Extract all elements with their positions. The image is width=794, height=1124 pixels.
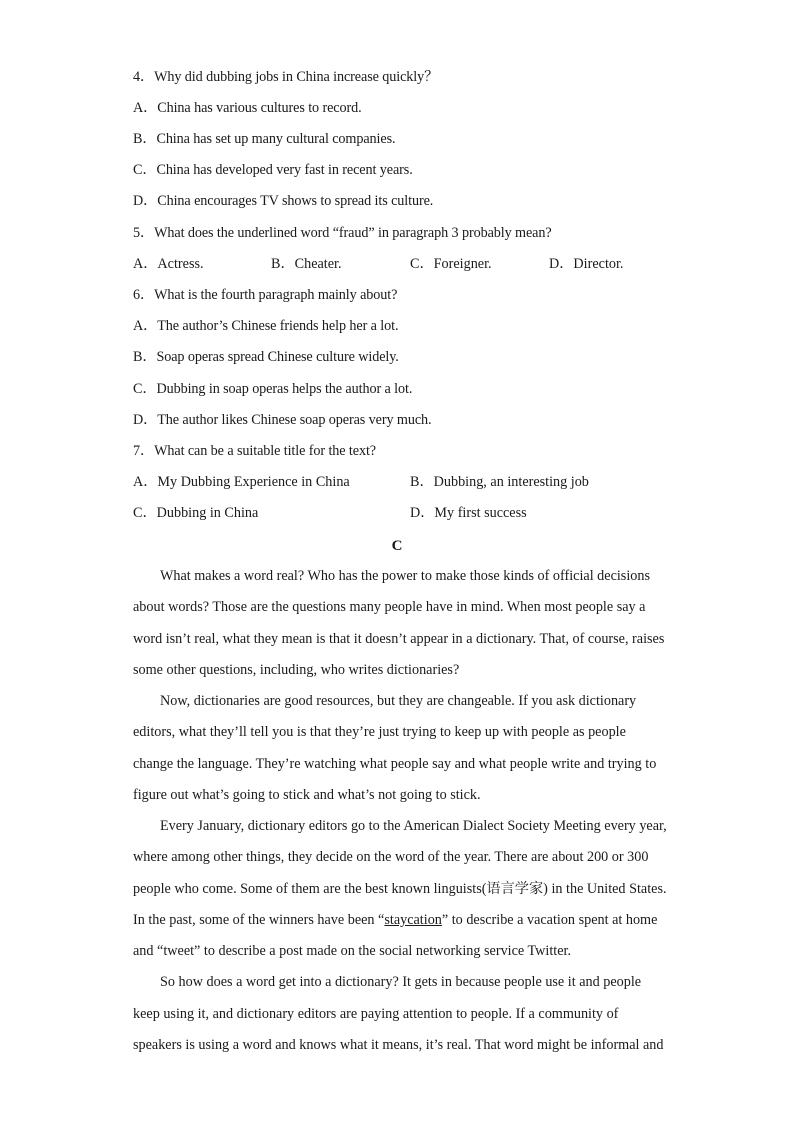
question-5-stem: 5．What does the underlined word “fraud” in paragraph 3 probably mean? bbox=[133, 225, 552, 241]
paragraph-1-line-2: about words? Those are the questions many people have in mind. When most people say a bbox=[133, 599, 646, 615]
question-4-option-d: D．China encourages TV shows to spread its culture. bbox=[133, 193, 434, 209]
question-4-stem: 4．Why did dubbing jobs in China increase quickly？ bbox=[133, 69, 439, 85]
question-6-option-a: A．The author’s Chinese friends help her a lot. bbox=[133, 318, 399, 334]
paragraph-3-line-3: people who come. Some of them are the best known linguists(语言学家) in the United States. bbox=[133, 881, 667, 897]
question-7-option-c: C．Dubbing in China bbox=[133, 505, 259, 521]
paragraph-3-line-4-post: ” to describe a vacation spent at home bbox=[441, 912, 658, 928]
paragraph-3-line-1: Every January, dictionary editors go to the American Dialect Society Meeting every year, bbox=[160, 818, 667, 834]
question-7-option-b: B．Dubbing, an interesting job bbox=[410, 474, 589, 490]
question-4-option-a: A．China has various cultures to record. bbox=[133, 100, 362, 116]
question-7-option-d: D．My first success bbox=[410, 505, 527, 521]
question-4-option-b: B．China has set up many cultural companies. bbox=[133, 131, 396, 147]
question-6-stem: 6．What is the fourth paragraph mainly about? bbox=[133, 287, 398, 303]
paragraph-4-line-2: keep using it, and dictionary editors are paying attention to people. If a community of bbox=[133, 1006, 619, 1022]
underlined-word-staycation: staycation bbox=[384, 912, 442, 928]
paragraph-2-line-3: change the language. They’re watching what people say and what people write and trying to bbox=[133, 756, 657, 772]
paragraph-2-line-4: figure out what’s going to stick and what’s not going to stick. bbox=[133, 787, 481, 803]
question-6-option-d: D．The author likes Chinese soap operas very much. bbox=[133, 412, 432, 428]
paragraph-3-line-4 bbox=[133, 911, 657, 929]
question-5-option-c: C．Foreigner. bbox=[410, 256, 492, 272]
paragraph-1-line-1: What makes a word real? Who has the power to make those kinds of official decisions bbox=[160, 568, 650, 584]
paragraph-1-line-3: word isn’t real, what they mean is that it doesn’t appear in a dictionary. That, of course, raises bbox=[133, 631, 665, 647]
paragraph-2-line-1: Now, dictionaries are good resources, but they are changeable. If you ask dictionary bbox=[160, 693, 637, 709]
question-5-option-b: B．Cheater. bbox=[271, 256, 342, 272]
question-6-option-b: B．Soap operas spread Chinese culture widely. bbox=[133, 349, 399, 365]
question-7-stem: 7．What can be a suitable title for the text? bbox=[133, 443, 376, 459]
question-4-option-c: C．China has developed very fast in recent years. bbox=[133, 162, 413, 178]
paragraph-1-line-4: some other questions, including, who writes dictionaries? bbox=[133, 662, 460, 678]
paragraph-4-line-1: So how does a word get into a dictionary? It gets in because people use it and people bbox=[160, 974, 642, 990]
paragraph-3-line-5: and “tweet” to describe a post made on the social networking service Twitter. bbox=[133, 943, 572, 959]
paragraph-4-line-3: speakers is using a word and knows what it means, it’s real. That word might be informal and bbox=[133, 1037, 664, 1053]
paragraph-2-line-2: editors, what they’ll tell you is that they’re just trying to keep up with people as people bbox=[133, 724, 626, 740]
question-5-option-a: A．Actress. bbox=[133, 256, 204, 272]
paragraph-3-line-2: where among other things, they decide on the word of the year. There are about 200 or 300 bbox=[133, 849, 649, 865]
question-5-option-d: D．Director. bbox=[549, 256, 624, 272]
question-7-option-a: A．My Dubbing Experience in China bbox=[133, 474, 350, 490]
paragraph-3-line-4-pre: In the past, some of the winners have been “ bbox=[133, 912, 385, 928]
question-6-option-c: C．Dubbing in soap operas helps the author a lot. bbox=[133, 381, 413, 397]
section-c-heading: C bbox=[391, 538, 403, 554]
